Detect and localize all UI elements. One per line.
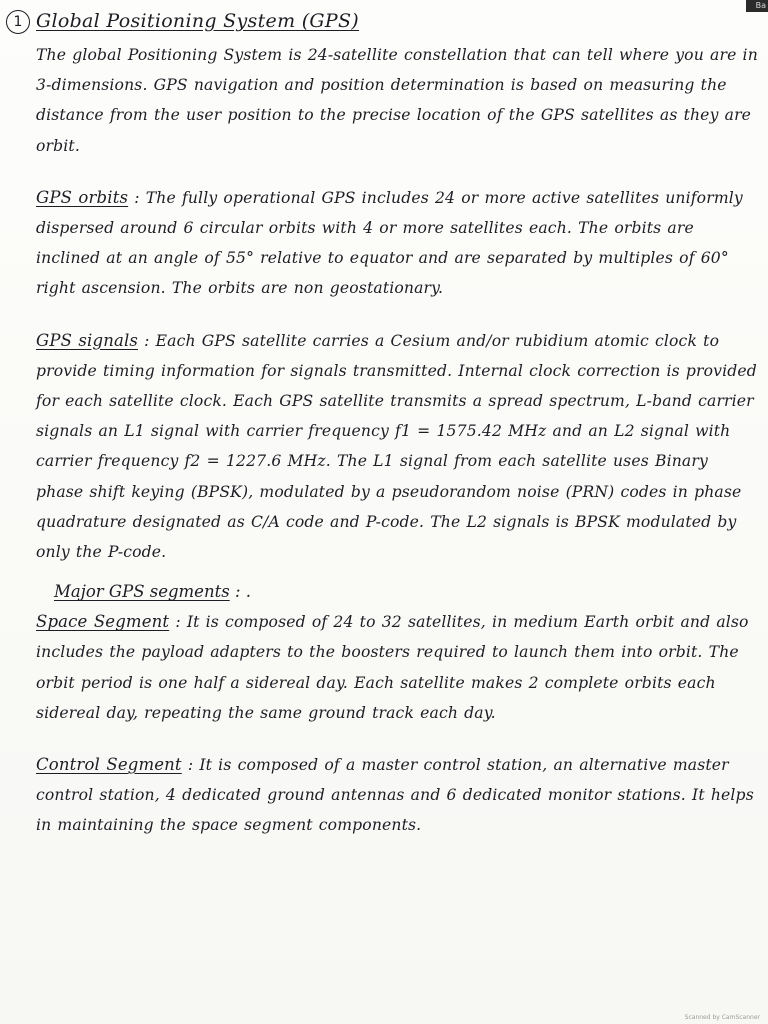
orbits-paragraph [36,183,758,304]
section-number: 1 [6,10,30,34]
control-label: Control Segment [36,755,182,775]
corner-label: Ba [746,0,768,12]
space-label: Space Segment [36,612,170,632]
space-paragraph [36,607,758,728]
space-separator: : [175,613,181,632]
major-separator: : . [234,582,251,602]
intro-paragraph: The global Positioning System is 24-satellite constellation that can tell where you are in 3-dimensions. GPS navigation and position determination is based on measuring the distance from the user position to the precise location of the GPS satellites as they are orbit. [36,46,758,155]
control-text: It is composed of a master control station, an alternative master control station, 4 dedicated ground antennas and 6 dedicated monitor stations. It helps in maintaining the space segment components. [36,756,754,835]
control-separator: : [187,756,194,775]
signals-text: Each GPS satellite carries a Cesium and/or rubidium atomic clock to provide timing information for signals transmitted. Internal clock correction is provided for each satellite clock. Each GPS satellite transmits a spread spectrum, L-band carrier signals an L1 signal with carrier frequency f1 = 1575.42 MHz and an L2 signal with carrier frequency f2 = 1227.6 MHz. The L1 signal from each satellite uses Binary phase shift keying (BPSK), modulated by a pseudorandom noise (PRN) codes in phase quadrature designated as C/A code and P-code. The L2 signals is BPSK modulated by only the P-code. [36,331,757,562]
page-title: Global Positioning System (GPS) [36,10,360,32]
space-text: It is composed of 24 to 32 satellites, in medium Earth orbit and also includes the payload adapters to the boosters required to launch them into orbit. The orbit period is one half a sidereal day. Each satellite makes 2 complete orbits each sidereal day, repeating the same ground track each day. [36,613,749,722]
notes-content [13,8,758,841]
control-paragraph [36,750,758,841]
orbits-separator: : [134,188,140,207]
signals-separator: : [144,331,150,350]
scanner-watermark: Scanned by CamScanner [684,1014,760,1021]
signals-label: GPS signals [36,330,138,350]
major-segments-heading [36,577,758,607]
orbits-label: GPS orbits [36,187,129,207]
orbits-text: The fully operational GPS includes 24 or more active satellites uniformly dispersed around 6 circular orbits with 4 or more satellites each. The orbits are inclined at an angle of 55° relative to equator and are separated by multiples of 60° right ascension. The orbits are non geostationary. [36,188,743,298]
major-label: Major GPS segments [54,582,230,602]
signals-paragraph [36,326,758,568]
heading-row [13,8,758,40]
